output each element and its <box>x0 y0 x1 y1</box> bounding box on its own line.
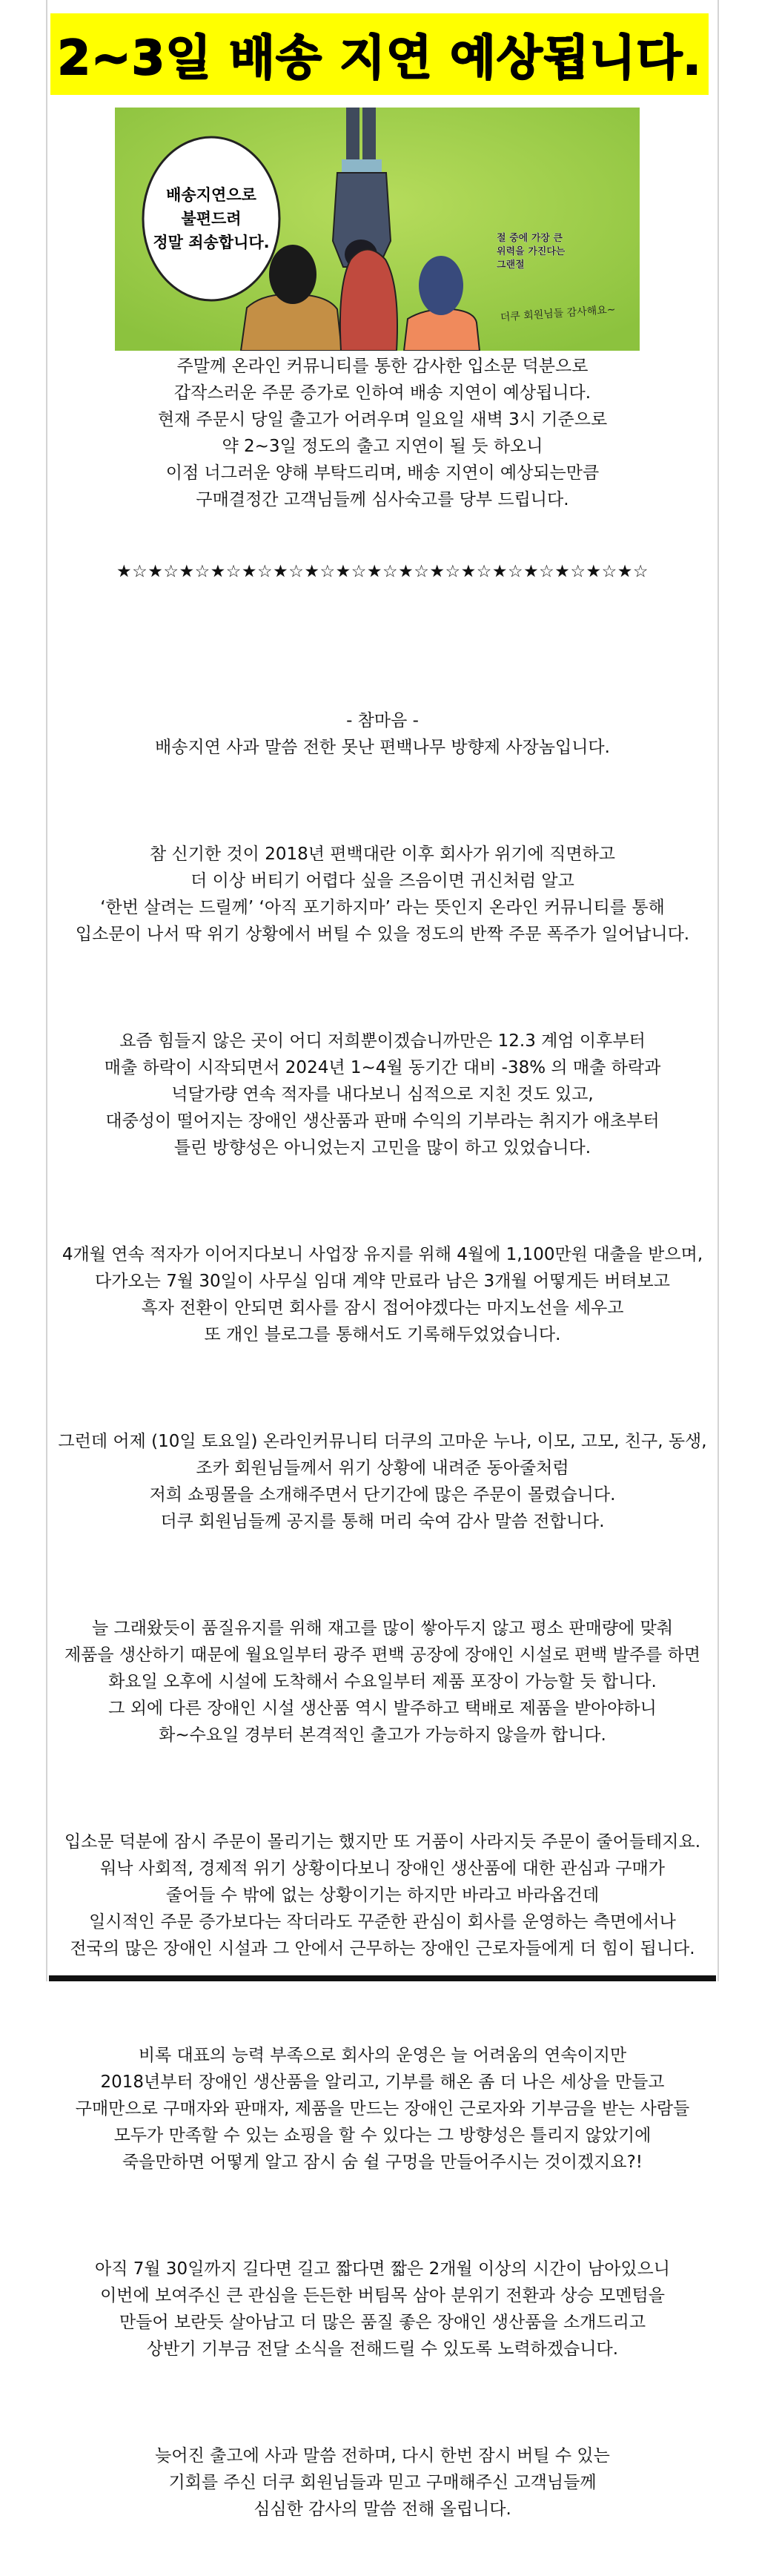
notice-banner <box>50 13 709 95</box>
letter-paragraph: 참 신기한 것이 2018년 편백대란 이후 회사가 위기에 직면하고 더 이상 버티기 어렵다 싶을 즈음이면 귀신처럼 알고 ‘한번 살려는 드릴께’ ‘아직 포기하지마’ 라는 뜻인지 온라인 커뮤니티를 통해 입소문이 나서 딱 위기 상황에서 버틸 수 있을 정도의 반짝 주문 폭주가 일어납니다. <box>75 845 690 944</box>
star-divider: ★☆★☆★☆★☆★☆★☆★☆★☆★☆★☆★☆★☆★☆★☆★☆★☆★☆ <box>116 562 649 581</box>
caption-right-1: 절 중에 가장 큰 <box>497 233 563 244</box>
apology-letter <box>49 654 716 2576</box>
letter-paragraph: 입소문 덕분에 잠시 주문이 몰리기는 했지만 또 거품이 사라지듯 주문이 줄어들테지요. 워낙 사회적, 경제적 위기 상황이다보니 장애인 생산품에 대한 관심과 구매가 줄어들 수 밖에 없는 상황이기는 하지만 바라고 바라옵건데 일시적인 주문 증가보다는 작더라도 꾸준한 관심이 회사를 운영하는 측면에서나 전국의 많은 장애인 시설과 그 안에서 근무하는 장애인 근로자들에게 더 힘이 됩니다. <box>64 1832 701 1958</box>
apology-cartoon-image <box>115 108 640 351</box>
letter-paragraph: 늘 그래왔듯이 품질유지를 위해 재고를 많이 쌓아두지 않고 평소 판매량에 맞춰 제품을 생산하기 때문에 월요일부터 광주 편백 공장에 장애인 시설로 편백 발주를 하면 화요일 오후에 시설에 도착해서 수요일부터 제품 포장이 가능할 듯 합니다. 그 외에 다른 장애인 시설 생산품 역시 발주하고 택배로 제품을 받아야하니 화~수요일 경부터 본격적인 출고가 가능하지 않을까 합니다. <box>64 1619 701 1745</box>
bottom-divider-bar <box>49 1975 716 1981</box>
speech-bubble <box>143 137 279 300</box>
letter-paragraph-closing: 늦어진 출고에 사과 말씀 전하며, 다시 한번 잠시 버틸 수 있는 기회를 주신 더쿠 회원님들과 믿고 구매해주신 고객님들께 심심한 감사의 말씀 전해 올립니다. <box>155 2446 610 2519</box>
letter-paragraph: 아직 7월 30일까지 길다면 길고 짧다면 짧은 2개월 이상의 시간이 남아있으니 이번에 보여주신 큰 관심을 든든한 버팀목 삼아 분위기 전환과 상승 모멘텀을 만들어 보란듯 살아남고 더 많은 품질 좋은 장애인 생산품을 소개드리고 상반기 기부금 전달 소식을 전해드릴 수 있도록 노력하겠습니다. <box>95 2259 670 2359</box>
bubble-line-3: 정말 죄송합니다. <box>153 234 270 251</box>
caption-right-3: 그랜절 <box>497 260 525 271</box>
bubble-line-1: 배송지연으로 <box>166 186 256 204</box>
bubble-line-2: 불편드려 <box>181 210 242 228</box>
letter-paragraph: 그런데 어제 (10일 토요일) 온라인커뮤니티 더쿠의 고마운 누나, 이모, 고모, 친구, 동생, 조카 회원님들께서 위기 상황에 내려준 동아줄처럼 저희 쇼핑몰을 소개해주면서 단기간에 많은 주문이 몰렸습니다. 더쿠 회원님들께 공지를 통해 머리 숙여 감사 말씀 전합니다. <box>58 1432 707 1531</box>
caption-bottom: 더쿠 회원님들 감사해요~ <box>500 303 616 324</box>
caption-right-2: 위력을 가진다는 <box>497 246 566 257</box>
letter-paragraph: 4개월 연속 적자가 이어지다보니 사업장 유지를 위해 4월에 1,100만원 대출을 받으며, 다가오는 7월 30일이 사무실 임대 계약 만료라 남은 3개월 어떻게든 버텨보고 흑자 전환이 안되면 회사를 잠시 접어야겠다는 마지노선을 세우고 또 개인 블로그를 통해서도 기록해두었었습니다. <box>62 1245 703 1344</box>
letter-paragraph: 요즘 힘들지 않은 곳이 어디 저희뿐이겠습니까만은 12.3 계엄 이후부터 매출 하락이 시작되면서 2024년 1~4월 동기간 대비 -38% 의 매출 하락과 넉달가량 연속 적자를 내다보니 심적으로 지친 것도 있고, 대중성이 떨어지는 장애인 생산품과 판매 수익의 기부라는 취지가 애초부터 틀린 방향성은 아니었는지 고민을 많이 하고 있었습니다. <box>104 1031 661 1157</box>
banner-title: 2~3일 배송 지연 예상됩니다. <box>57 31 702 86</box>
letter-paragraph: 비록 대표의 능력 부족으로 회사의 운영은 늘 어려움의 연속이지만 2018년부터 장애인 생산품을 알리고, 기부를 해온 좀 더 나은 세상을 만들고 구매만으로 구매자와 판매자, 제품을 만드는 장애인 근로자와 기부금을 받는 사람들 모두가 만족할 수 있는 쇼핑을 할 수 있다는 그 방향성은 틀리지 않았기에 죽을만하면 어떻게 알고 잠시 숨 쉴 구멍을 만들어주시는 것이겠지요?! <box>75 2046 690 2172</box>
letter-paragraph-greeting: - 참마음 - 배송지연 사과 말씀 전한 못난 편백나무 방향제 사장놈입니다. <box>155 711 610 757</box>
delay-notice-text: 주말께 온라인 커뮤니티를 통한 감사한 입소문 덕분으로 갑작스러운 주문 증가로 인하여 배송 지연이 예상됩니다. 현재 주문시 당일 출고가 어려우며 일요일 새벽 3시 기준으로 약 2~3일 정도의 출고 지연이 될 듯 하오니 이점 너그러운 양해 부탁드리며, 배송 지연이 예상되는만큼 구매결정간 고객님들께 심사숙고를 당부 드립니다. <box>157 357 608 509</box>
audience-figures <box>241 245 480 351</box>
